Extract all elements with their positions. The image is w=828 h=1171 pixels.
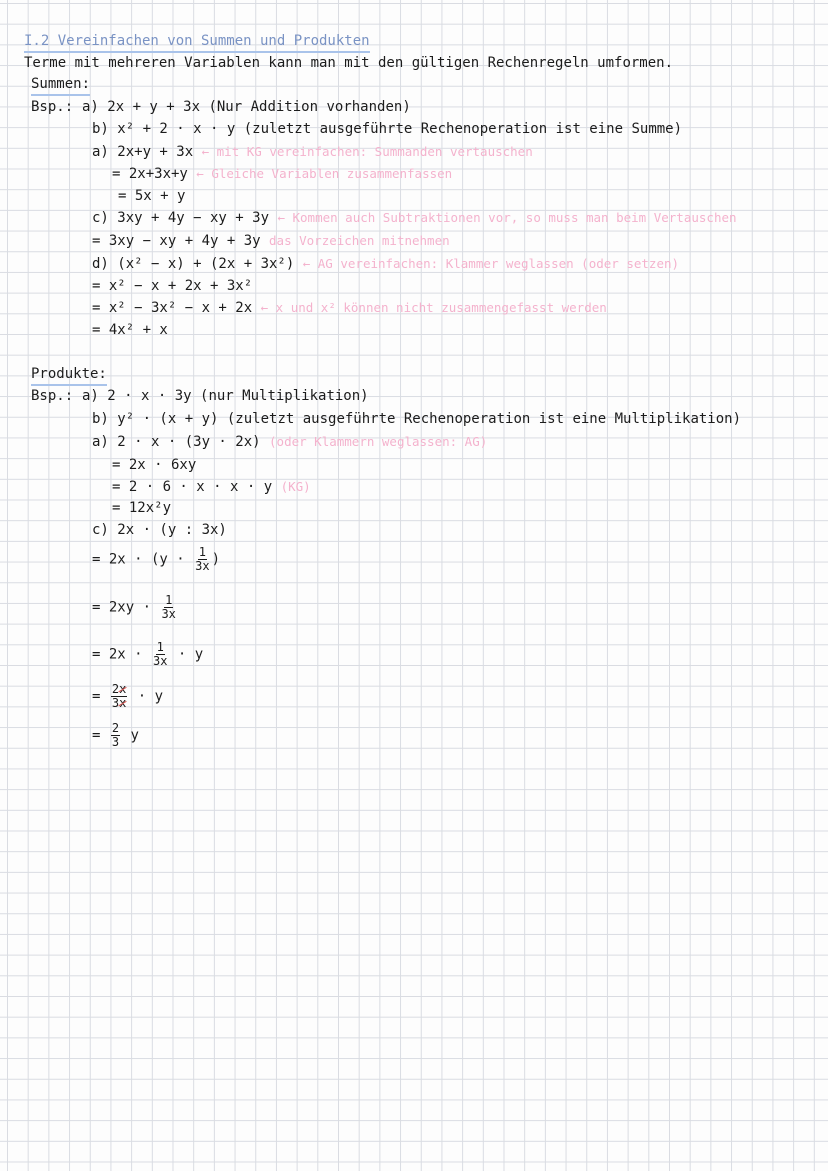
- fraction-numerator: [111, 683, 127, 697]
- produkte-c-step-6: [92, 722, 139, 749]
- produkte-c-step-6-prefix: =: [92, 727, 101, 744]
- summen-a-step-2-note: ← Gleiche Variablen zusammenfassen: [196, 166, 453, 181]
- fraction-2x-over-3x-cancelled: [111, 683, 127, 710]
- produkte-c-step-4: [92, 641, 203, 668]
- fraction-two-thirds: [111, 722, 120, 749]
- summen-bsp-label: Bsp.:: [31, 99, 74, 115]
- fraction-numerator: 1: [156, 640, 164, 654]
- fraction-denominator: 3: [111, 735, 120, 749]
- produkte-example-a: [82, 387, 369, 405]
- cancelled-x: x: [119, 696, 127, 710]
- produkte-a-step-3: [112, 478, 311, 496]
- cancelled-x: x: [119, 682, 127, 696]
- numerator-coefficient: 2: [111, 682, 120, 696]
- summen-c-step-2: [92, 232, 450, 250]
- denominator-coefficient: 3: [111, 696, 120, 710]
- produkte-a-step-1-note: (oder Klammern weglassen: AG): [269, 434, 488, 449]
- summen-a-step-1-term: a) 2x+y + 3x: [92, 144, 194, 160]
- page-title: I.2 Vereinfachen von Summen und Produkten: [24, 32, 370, 53]
- summen-d-step-3: [92, 299, 607, 317]
- fraction-one-over-3x: [153, 641, 167, 668]
- closing-parenthesis: ): [211, 551, 221, 568]
- summen-a-step-1-note: ← mit KG vereinfachen: Summanden vertauschen: [201, 144, 533, 159]
- summen-d-step-2: = x² − x + 2x + 3x²: [92, 278, 253, 294]
- fraction-denominator: [112, 697, 126, 710]
- produkte-c-step-2-prefix: = 2x · (y ·: [92, 551, 185, 568]
- fraction-numerator: 2: [111, 721, 120, 735]
- summen-c-step-1-term: c) 3xy + 4y − xy + 3y: [92, 210, 270, 226]
- produkte-example-a-term: a) 2 · x · 3y: [82, 388, 192, 404]
- summen-a-step-2-term: = 2x+3x+y: [112, 166, 188, 182]
- produkte-c-step-4-suffix: · y: [177, 646, 204, 663]
- summen-d-step-1: [92, 255, 679, 273]
- produkte-c-step-2: [92, 546, 220, 573]
- fraction-numerator: 1: [165, 593, 173, 607]
- produkte-a-step-1: [92, 433, 487, 451]
- fraction-denominator: 3x: [195, 559, 210, 573]
- summen-c-step-1: [92, 209, 737, 227]
- produkte-c-step-5: [92, 683, 163, 710]
- summen-example-a: [82, 98, 411, 116]
- fraction-denominator: 3x: [153, 654, 168, 668]
- summen-example-b-note: (zuletzt ausgeführte Rechenoperation ist eine Summe): [243, 121, 683, 137]
- summen-d-step-3-term: = x² − 3x² − x + 2x: [92, 300, 253, 316]
- produkte-c-step-5-suffix: · y: [137, 688, 164, 705]
- produkte-c-step-1: c) 2x · (y : 3x): [92, 522, 227, 538]
- summen-a-step-2: [112, 165, 452, 183]
- summen-a-step-1: [92, 143, 533, 161]
- summen-d-step-1-note: ← AG vereinfachen: Klammer weglassen (oder setzen): [302, 256, 680, 271]
- summen-c-step-2-note: das Vorzeichen mitnehmen: [269, 233, 450, 248]
- produkte-c-step-6-suffix: y: [130, 727, 139, 744]
- summen-example-b: [92, 120, 682, 138]
- summen-c-step-1-note: ← Kommen auch Subtraktionen vor, so muss man beim Vertauschen: [277, 210, 737, 225]
- produkte-heading: Produkte:: [31, 365, 107, 386]
- summen-d-step-3-note: ← x und x² können nicht zusammengefasst werden: [260, 300, 607, 315]
- intro-text: Terme mit mehreren Variablen kann man mit den gültigen Rechenregeln umformen.: [24, 55, 674, 71]
- produkte-c-step-4-prefix: = 2x ·: [92, 646, 143, 663]
- produkte-bsp-label: Bsp.:: [31, 388, 74, 404]
- summen-example-a-note: (Nur Addition vorhanden): [208, 99, 411, 115]
- produkte-a-step-1-term: a) 2 · x · (3y · 2x): [92, 434, 261, 450]
- produkte-a-step-3-note: (KG): [280, 479, 311, 494]
- summen-d-step-1-term: d) (x² − x) + (2x + 3x²): [92, 256, 295, 272]
- fraction-one-over-3x: [195, 546, 209, 573]
- produkte-c-step-5-prefix: =: [92, 688, 101, 705]
- produkte-example-b-term: b) y² · (x + y): [92, 411, 219, 427]
- produkte-a-step-2: = 2x · 6xy: [112, 457, 197, 473]
- produkte-example-b: [92, 410, 741, 428]
- produkte-example-b-note: (zuletzt ausgeführte Rechenoperation ist eine Multiplikation): [226, 411, 742, 427]
- summen-example-b-term: b) x² + 2 · x · y: [92, 121, 236, 137]
- fraction-numerator: 1: [198, 545, 206, 559]
- produkte-c-step-3: [92, 594, 178, 621]
- produkte-example-a-note: (nur Multiplikation): [200, 388, 369, 404]
- summen-c-step-2-term: = 3xy − xy + 4y + 3y: [92, 233, 261, 249]
- produkte-c-step-3-prefix: = 2xy ·: [92, 599, 152, 616]
- summen-d-step-4: = 4x² + x: [92, 322, 168, 338]
- summen-example-a-term: a) 2x + y + 3x: [82, 99, 201, 115]
- summen-heading: Summen:: [31, 75, 90, 96]
- produkte-a-step-3-term: = 2 · 6 · x · x · y: [112, 479, 273, 495]
- fraction-one-over-3x: [161, 594, 175, 621]
- fraction-denominator: 3x: [161, 607, 176, 621]
- summen-a-step-3: = 5x + y: [118, 188, 186, 204]
- produkte-a-step-4: = 12x²y: [112, 500, 172, 516]
